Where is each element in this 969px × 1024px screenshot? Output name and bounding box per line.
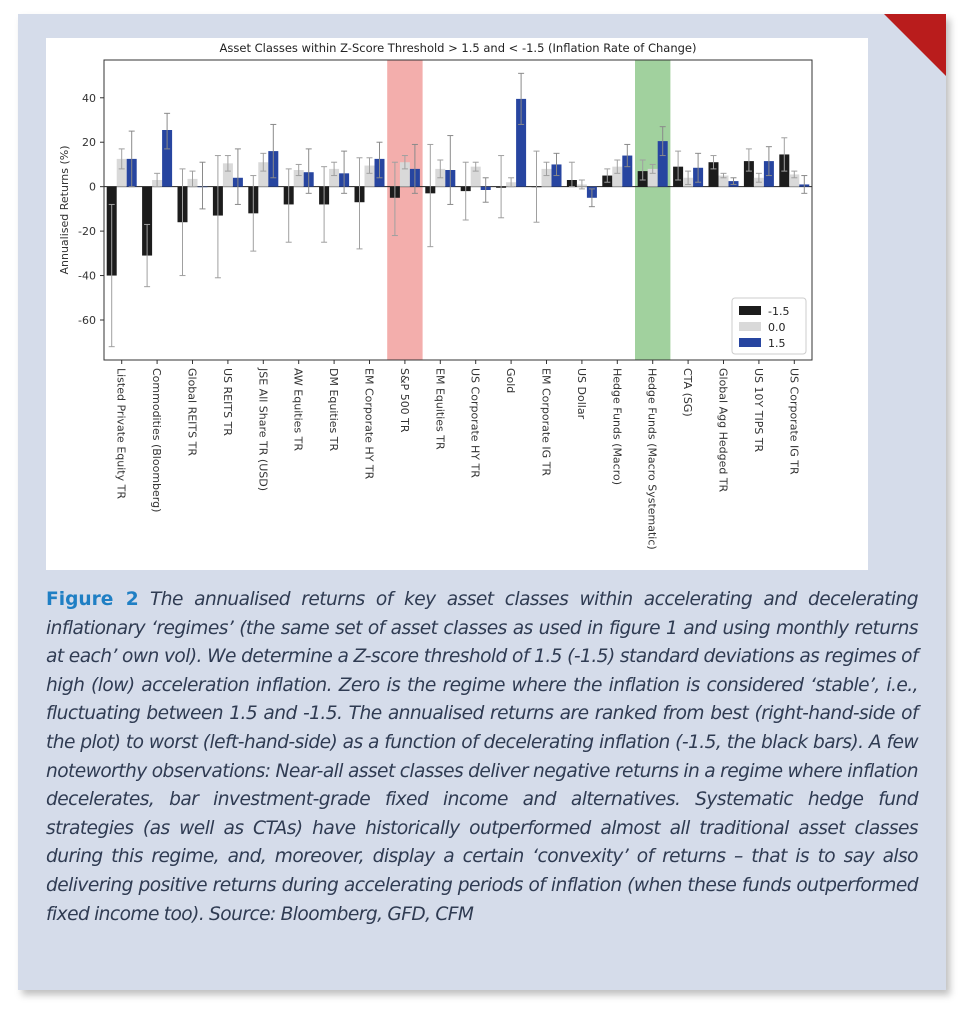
- x-tick-label: Global REITS TR: [185, 368, 199, 456]
- bar-chart: [46, 38, 868, 570]
- y-tick-label: -20: [78, 225, 96, 239]
- x-tick-label: Hedge Funds (Macro Systematic): [645, 368, 659, 550]
- y-tick-label: 0: [89, 180, 96, 194]
- x-tick-label: EM Corporate IG TR: [539, 368, 553, 477]
- x-tick-label: Commodities (Bloomberg): [150, 368, 164, 513]
- legend-swatch: [739, 322, 761, 331]
- x-tick-label: US Corporate HY TR: [468, 368, 482, 478]
- x-tick-label: S&P 500 TR: [397, 368, 411, 433]
- figure-panel: [18, 14, 946, 990]
- x-tick-label: Global Agg Hedged TR: [716, 368, 730, 493]
- x-tick-label: EM Equities TR: [433, 368, 447, 450]
- chart-area: [46, 38, 868, 570]
- y-tick-label: 40: [82, 91, 96, 105]
- figure-label: Figure 2: [46, 589, 139, 610]
- legend-label: -1.5: [768, 305, 790, 318]
- highlight-band-red: [387, 60, 422, 360]
- legend-label: 1.5: [768, 337, 786, 350]
- x-tick-label: Listed Private Equity TR: [114, 368, 128, 499]
- highlight-band-green: [635, 60, 670, 360]
- x-tick-label: Hedge Funds (Macro): [610, 368, 624, 486]
- x-tick-label: JSE All Share TR (USD): [256, 368, 270, 491]
- x-tick-label: AW Equities TR: [291, 368, 305, 451]
- corner-fold-decoration: [884, 14, 946, 76]
- legend-swatch: [739, 306, 761, 315]
- x-tick-label: EM Corporate HY TR: [362, 368, 376, 480]
- plot-frame: [104, 60, 812, 360]
- y-tick-label: -60: [78, 314, 96, 327]
- y-tick-label: 20: [82, 136, 96, 150]
- legend-label: 0.0: [768, 321, 786, 334]
- x-tick-label: US Dollar: [574, 368, 588, 420]
- x-tick-label: DM Equities TR: [327, 368, 341, 452]
- x-tick-label: US 10Y TIPS TR: [751, 368, 765, 453]
- figure-caption: [46, 586, 918, 929]
- caption-text: The annualised returns of key asset classes within accelerating and decelerating inflationary ‘regimes’ (the same set of asset classes as used in figure 1 and using monthly returns at each’ own vol). We determine a Z-score threshold of 1.5 (-1.5) standard deviations as regimes of high (low) acceleration inflation. Zero is the regime where the inflation is considered ‘stable’, i.e., fluctuating between 1.5 and -1.5. The annualised returns are ranked from best (right-hand-side of the plot) to worst (left-hand-side) as a function of decelerating inflation (-1.5, the black bars). A few noteworthy observations: Near-all asset classes deliver negative returns in a regime where inflation decelerates, bar investment-grade fixed income and alternatives. Systematic hedge fund strategies (as well as CTAs) have historically outperformed almost all traditional asset classes during this regime, and, moreover, display a certain ‘convexity’ of returns – that is to say also delivering positive returns during accelerating periods of inflation (when these funds outperformed fixed income too). Source: Bloomberg, GFD, CFM: [46, 589, 918, 925]
- x-tick-label: CTA (SG): [681, 368, 695, 417]
- y-tick-label: -40: [78, 269, 96, 283]
- y-axis-label: Annualised Returns (%): [58, 145, 71, 275]
- x-tick-label: US Corporate IG TR: [787, 368, 801, 475]
- x-tick-label: Gold: [504, 368, 518, 394]
- legend-swatch: [739, 338, 761, 347]
- chart-title: Asset Classes within Z-Score Threshold > 1.5 and < -1.5 (Inflation Rate of Change): [219, 41, 697, 55]
- x-tick-label: US REITS TR: [220, 368, 234, 436]
